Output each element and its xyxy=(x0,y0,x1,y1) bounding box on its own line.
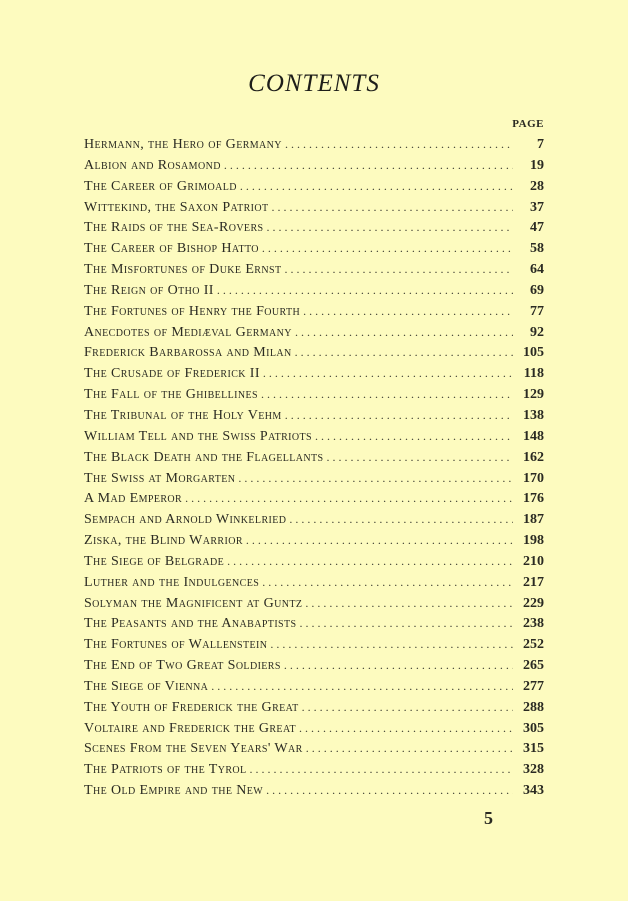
dot-leader xyxy=(246,530,513,551)
toc-entry-page: 252 xyxy=(523,637,544,653)
dot-leader xyxy=(211,676,513,697)
toc-entry-page: 138 xyxy=(523,407,544,423)
toc-entry-title: The Reign of Otho II xyxy=(84,282,214,298)
toc-entry-title: The Crusade of Frederick II xyxy=(84,366,260,382)
toc-entry-page: 148 xyxy=(523,428,544,444)
toc-entry xyxy=(84,488,544,509)
dot-leader xyxy=(250,759,513,780)
dot-leader xyxy=(266,217,513,238)
toc-entry-title: The Peasants and the Anabaptists xyxy=(84,616,297,632)
dot-leader xyxy=(295,342,513,363)
toc-entry-title: Hermann, the Hero of Germany xyxy=(84,137,282,152)
dot-leader xyxy=(261,384,513,405)
toc-entry-title: The Fortunes of Wallenstein xyxy=(84,637,268,653)
toc-entry xyxy=(84,759,544,780)
dot-leader xyxy=(285,405,513,426)
dot-leader xyxy=(299,718,513,739)
toc-entry xyxy=(84,718,544,739)
toc-entry-page: 198 xyxy=(523,533,544,549)
toc-entry-page: 288 xyxy=(523,699,544,715)
contents-heading: CONTENTS xyxy=(248,70,380,97)
dot-leader xyxy=(284,259,513,280)
dot-leader xyxy=(315,426,513,447)
toc-entry xyxy=(84,447,544,468)
dot-leader xyxy=(263,363,513,384)
toc-entry-page: 37 xyxy=(530,199,544,215)
toc-entry-page: 77 xyxy=(530,303,544,319)
toc-entry xyxy=(84,342,544,363)
toc-entry xyxy=(84,322,544,343)
toc-entry xyxy=(84,697,544,718)
toc-entry-title: Ziska, the Blind Warrior xyxy=(84,533,243,549)
toc-entry-page: 305 xyxy=(523,720,544,736)
toc-entry-page: 217 xyxy=(523,574,544,590)
toc-entry-page: 343 xyxy=(523,783,544,799)
toc-entry-title: The Career of Bishop Hatto xyxy=(84,241,259,257)
toc-entry-title: Sempach and Arnold Winkelried xyxy=(84,512,287,528)
toc-entry-page: 238 xyxy=(523,616,544,632)
toc-entry-page: 315 xyxy=(523,741,544,757)
toc-entry-title: The Siege of Belgrade xyxy=(84,553,225,569)
toc-entry-page: 118 xyxy=(523,366,544,382)
toc-entry-page: 58 xyxy=(530,241,544,257)
toc-entry-page: 170 xyxy=(523,470,544,486)
dot-leader xyxy=(238,468,513,489)
toc-entry-title: The Raids of the Sea-Rovers xyxy=(84,220,264,236)
toc-entry-title: The Fortunes of Henry the Fourth xyxy=(84,303,301,319)
toc-entry xyxy=(84,405,544,426)
toc-entry xyxy=(84,155,544,176)
toc-entry-page: 210 xyxy=(523,553,544,569)
toc-entry-page: 162 xyxy=(523,449,544,465)
toc-entry-title: A Mad Emperor xyxy=(84,491,183,507)
toc-entry-page: 129 xyxy=(523,387,544,403)
toc-entry xyxy=(84,530,544,551)
toc-entry-title: Anecdotes of Mediæval Germany xyxy=(84,324,292,340)
toc-entry xyxy=(84,259,544,280)
dot-leader xyxy=(303,301,513,322)
dot-leader xyxy=(185,488,513,509)
toc-entry xyxy=(84,384,544,405)
page-column-label: PAGE xyxy=(512,118,544,130)
toc-entry-page: 28 xyxy=(530,178,544,194)
dot-leader xyxy=(305,593,513,614)
table-of-contents xyxy=(84,134,544,801)
toc-entry xyxy=(84,676,544,697)
toc-entry-title: Voltaire and Frederick the Great xyxy=(84,720,296,736)
toc-entry-page: 187 xyxy=(523,512,544,528)
dot-leader xyxy=(262,572,513,593)
toc-entry-title: Wittekind, the Saxon Patriot xyxy=(84,199,269,215)
toc-entry-title: Scenes From the Seven Years' War xyxy=(84,741,303,757)
toc-entry xyxy=(84,134,544,155)
toc-entry-page: 229 xyxy=(523,595,544,611)
toc-entry-title: The Siege of Vienna xyxy=(84,678,209,694)
toc-entry xyxy=(84,780,544,801)
toc-entry-page: 277 xyxy=(523,678,544,694)
toc-entry xyxy=(84,634,544,655)
toc-entry xyxy=(84,551,544,572)
toc-entry-page: 69 xyxy=(530,282,544,298)
toc-entry-title: Solyman the Magnificent at Guntz xyxy=(84,595,303,611)
toc-entry xyxy=(84,655,544,676)
toc-entry-title: The Old Empire and the New xyxy=(84,783,264,799)
toc-entry xyxy=(84,593,544,614)
toc-entry-title: The Youth of Frederick the Great xyxy=(84,699,299,715)
toc-entry-title: William Tell and the Swiss Patriots xyxy=(84,428,313,444)
toc-entry-title: Albion and Rosamond xyxy=(84,157,221,173)
dot-leader xyxy=(299,613,513,634)
dot-leader xyxy=(295,322,513,343)
dot-leader xyxy=(306,738,513,759)
toc-entry-page: 92 xyxy=(530,324,544,340)
toc-entry-title: Frederick Barbarossa and Milan xyxy=(84,345,292,361)
toc-entry-page: 328 xyxy=(523,762,544,778)
toc-entry xyxy=(84,363,544,384)
dot-leader xyxy=(240,176,513,197)
dot-leader xyxy=(285,134,513,155)
toc-entry xyxy=(84,176,544,197)
toc-entry xyxy=(84,468,544,489)
toc-entry-title: Luther and the Indulgences xyxy=(84,574,260,590)
dot-leader xyxy=(284,655,513,676)
dot-leader xyxy=(289,509,513,530)
toc-entry-page: 7 xyxy=(537,137,544,152)
dot-leader xyxy=(227,551,513,572)
dot-leader xyxy=(270,634,513,655)
toc-entry xyxy=(84,217,544,238)
toc-entry xyxy=(84,738,544,759)
toc-entry-title: The End of Two Great Soldiers xyxy=(84,658,281,674)
dot-leader xyxy=(326,447,513,468)
toc-entry-title: The Fall of the Ghibellines xyxy=(84,387,259,403)
dot-leader xyxy=(266,780,513,801)
toc-entry xyxy=(84,238,544,259)
dot-leader xyxy=(224,155,513,176)
toc-entry-page: 105 xyxy=(523,345,544,361)
toc-entry-title: The Black Death and the Flagellants xyxy=(84,449,324,465)
toc-entry-title: The Patriots of the Tyrol xyxy=(84,762,247,778)
toc-entry xyxy=(84,572,544,593)
toc-entry xyxy=(84,197,544,218)
signature-mark: 5 xyxy=(484,808,493,828)
toc-entry-title: The Swiss at Morgarten xyxy=(84,470,236,486)
dot-leader xyxy=(217,280,513,301)
toc-entry xyxy=(84,426,544,447)
toc-entry-title: The Career of Grimoald xyxy=(84,178,237,194)
dot-leader xyxy=(262,238,513,259)
toc-entry-page: 19 xyxy=(530,157,544,173)
toc-entry-title: The Misfortunes of Duke Ernst xyxy=(84,262,282,278)
toc-entry-page: 47 xyxy=(530,220,544,236)
dot-leader xyxy=(272,197,513,218)
toc-entry xyxy=(84,509,544,530)
dot-leader xyxy=(302,697,513,718)
toc-entry-page: 265 xyxy=(523,658,544,674)
toc-entry-page: 176 xyxy=(523,491,544,507)
toc-entry xyxy=(84,613,544,634)
toc-entry-page: 64 xyxy=(530,262,544,278)
toc-entry xyxy=(84,280,544,301)
toc-entry-title: The Tribunal of the Holy Vehm xyxy=(84,407,282,423)
toc-entry xyxy=(84,301,544,322)
